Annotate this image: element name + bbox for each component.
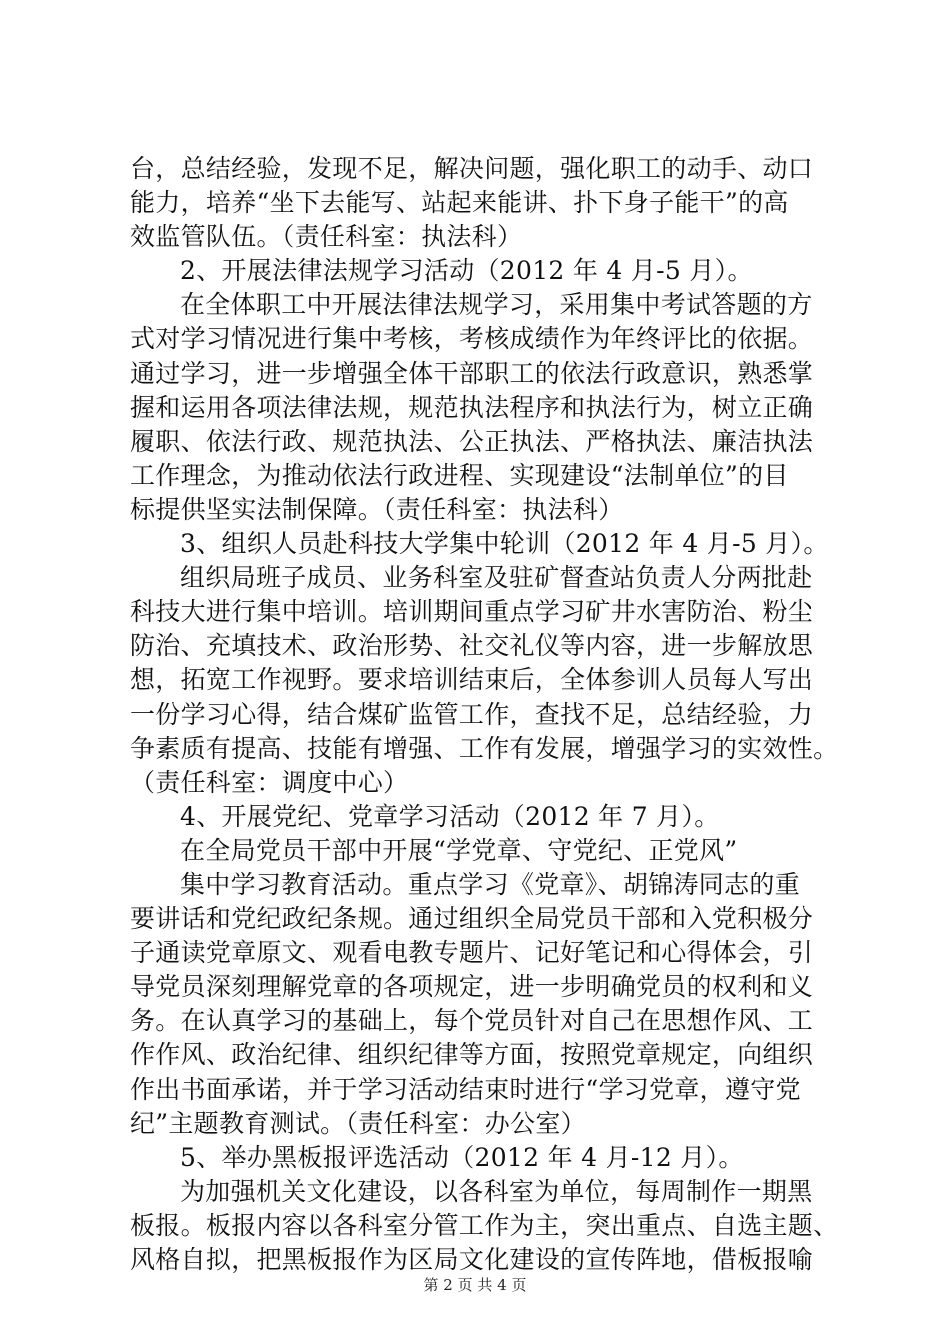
text-line: 科技大进行集中培训。培训期间重点学习矿井水害防治、粉尘	[130, 597, 814, 627]
text-line: 作出书面承诺，并于学习活动结束时进行“学习党章，遵守党	[130, 1074, 801, 1104]
text-line: 在全体职工中开展法律法规学习，采用集中考试答题的方	[180, 290, 813, 320]
text-line: 组织局班子成员、业务科室及驻矿督查站负责人分两批赴	[180, 563, 813, 593]
text-line: 为加强机关文化建设，以各科室为单位，每周制作一期黑	[180, 1176, 813, 1206]
text-line: 纪”主题教育测试。（责任科室：办公室）	[130, 1108, 586, 1138]
text-line: 式对学习情况进行集中考核，考核成绩作为年终评比的依据。	[130, 324, 814, 354]
text-line: 在全局党员干部中开展“学党章、守党纪、正党风”	[180, 835, 738, 865]
text-line: 风格自拟，把黑板报作为区局文化建设的宣传阵地，借板报喻	[130, 1245, 814, 1274]
text-line: 工作理念，为推动依法行政进程、实现建设“法制单位”的目	[130, 460, 789, 490]
text-line: 务。在认真学习的基础上，每个党员针对自己在思想作风、工	[130, 1006, 814, 1036]
text-line: 要讲话和党纪政纪条规。通过组织全局党员干部和入党积极分	[130, 904, 814, 934]
text-line: 导党员深刻理解党章的各项规定，进一步明确党员的权利和义	[130, 972, 814, 1002]
page-footer: 第 2 页 共 4 页	[423, 1276, 527, 1294]
text-line: 通过学习，进一步增强全体干部职工的依法行政意识，熟悉掌	[130, 358, 814, 388]
section-heading: 4、开展党纪、党章学习活动（2012 年 7 月）。	[180, 801, 720, 831]
text-line: 集中学习教育活动。重点学习《党章》、胡锦涛同志的重	[180, 869, 801, 899]
section-heading: 3、组织人员赴科技大学集中轮训（2012 年 4 月-5 月）。	[180, 529, 829, 559]
text-line: 争素质有提高、技能有增强、工作有发展，增强学习的实效性。	[130, 733, 839, 763]
text-line: 台，总结经验，发现不足，解决问题，强化职工的动手、动口	[130, 154, 814, 183]
section-heading: 2、开展法律法规学习活动（2012 年 4 月-5 月）。	[180, 256, 753, 286]
text-line: 效监管队伍。（责任科室：执法科）	[130, 222, 523, 252]
text-line: 标提供坚实法制保障。（责任科室：执法科）	[130, 494, 624, 524]
text-line: 子通读党章原文、观看电教专题片、记好笔记和心得体会，引	[130, 938, 814, 968]
document-body	[130, 152, 839, 1277]
text-line: 想，拓宽工作视野。要求培训结束后，全体参训人员每人写出	[130, 665, 814, 695]
text-line: 握和运用各项法律法规，规范执法程序和执法行为，树立正确	[130, 392, 814, 422]
text-line: 履职、依法行政、规范执法、公正执法、严格执法、廉洁执法	[130, 426, 814, 456]
text-line: 板报。板报内容以各科室分管工作为主，突出重点、自选主题、	[130, 1210, 839, 1240]
text-line: 能力，培养“坐下去能写、站起来能讲、扑下身子能干”的高	[130, 188, 789, 218]
text-line: （责任科室：调度中心）	[130, 767, 409, 797]
text-line: 作作风、政治纪律、组织纪律等方面，按照党章规定，向组织	[130, 1040, 814, 1070]
text-line: 防治、充填技术、政治形势、社交礼仪等内容，进一步解放思	[130, 631, 814, 661]
text-line: 一份学习心得，结合煤矿监管工作，查找不足，总结经验，力	[130, 699, 814, 729]
section-heading: 5、举办黑板报评选活动（2012 年 4 月-12 月）。	[180, 1142, 744, 1172]
